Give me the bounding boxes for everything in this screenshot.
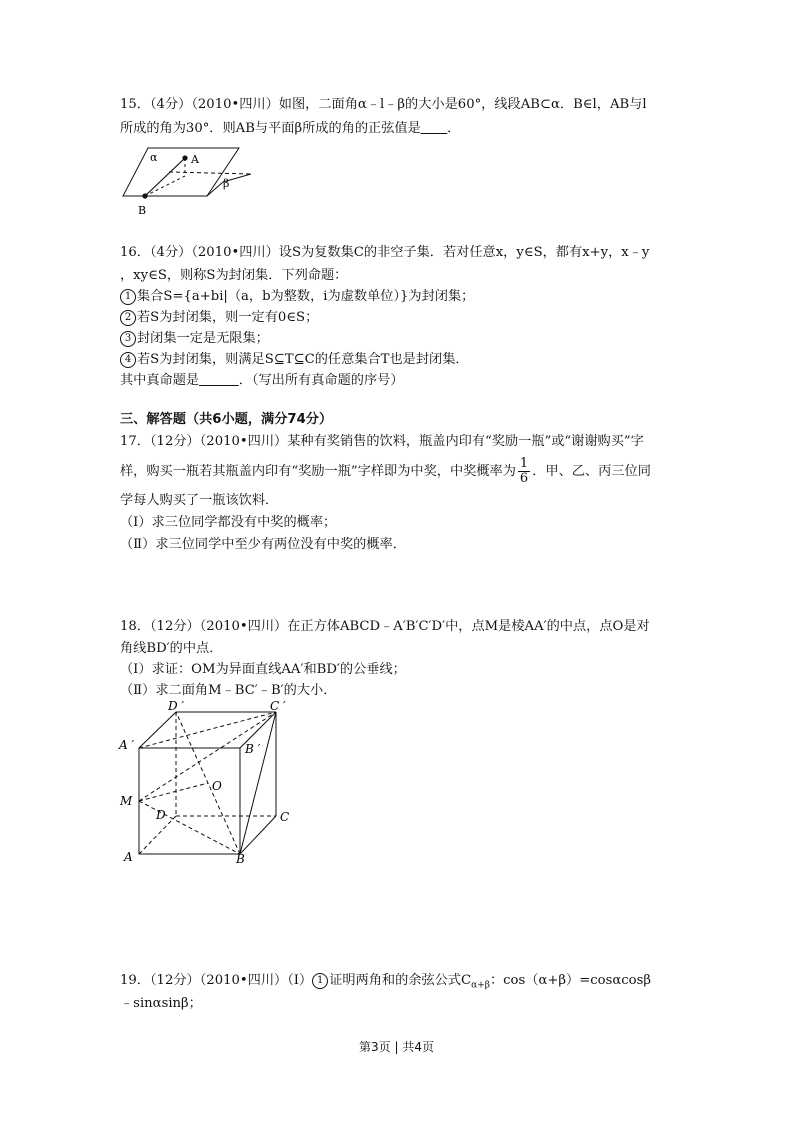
label-o: O xyxy=(212,779,222,793)
cube-edge xyxy=(240,816,276,854)
plane-alpha xyxy=(123,148,239,196)
circled-number: 1 xyxy=(312,973,328,989)
q15-period: ． xyxy=(447,121,461,136)
q17-line2 xyxy=(120,457,651,486)
q16-answer-text: 其中真命题是 xyxy=(120,373,200,388)
q16-item-4 xyxy=(120,350,469,370)
q16-item-text: 若S为封闭集，则一定有0∈S； xyxy=(137,310,319,325)
q17-line1: 17．（12分）（2010•四川）某种有奖销售的饮料，瓶盖内印有“奖励一瓶”或“谢谢购买”字 xyxy=(120,434,644,449)
label-b: B xyxy=(138,204,147,217)
label-m: M xyxy=(120,794,133,808)
q16-item-2 xyxy=(120,308,318,328)
plane-beta-edge xyxy=(169,172,251,174)
projection-line xyxy=(145,176,185,196)
q15-answer-blank: ＿＿ xyxy=(420,121,448,136)
point-a xyxy=(182,155,187,160)
fraction-numerator: 1 xyxy=(519,456,529,471)
q19-subscript: α+β xyxy=(471,980,490,991)
label-b: B xyxy=(236,852,245,866)
label-a: A xyxy=(124,850,133,864)
q17-text: ．甲、乙、丙三位同 xyxy=(532,464,651,479)
segment-m-to-c1 xyxy=(139,712,276,801)
q16-answer-line xyxy=(120,371,404,391)
q19-line2: ﹣sinαsinβ； xyxy=(120,996,202,1011)
fraction-one-sixth xyxy=(518,457,530,486)
circled-number: 2 xyxy=(120,310,136,326)
q16-item-text: 若S为封闭集，则满足S⊆T⊆C的任意集合T也是封闭集． xyxy=(137,352,469,367)
q16-answer-blank: ＿＿＿ xyxy=(199,373,239,388)
label-b1: B ′ xyxy=(245,742,261,756)
q18-part1: （Ⅰ）求证：OM为异面直线AA′和BD′的公垂线； xyxy=(120,662,406,677)
q15-line1: 15．（4分）（2010•四川）如图，二面角α﹣l﹣β的大小是60°，线段AB⊂α．B∈l，AB与l xyxy=(120,97,647,112)
label-c: C xyxy=(280,810,290,824)
label-c1: C ′ xyxy=(270,699,286,713)
q16-item-text: 集合S={a+bi|（a，b为整数，i为虚数单位）}为封闭集； xyxy=(137,289,475,304)
segment-bm xyxy=(139,801,240,854)
label-a1: A ′ xyxy=(119,738,135,752)
segment-om xyxy=(139,783,208,801)
q18-cube-figure xyxy=(112,698,302,868)
q15-text: 所成的角为30°．则AB与平面β所成的角的正弦值是 xyxy=(120,121,421,136)
diagonal-bc1 xyxy=(240,712,276,854)
section-heading: 三、解答题（共6小题，满分74分） xyxy=(120,412,333,427)
label-d1: D ′ xyxy=(168,699,185,713)
label-a: A xyxy=(191,153,199,166)
q16-item-1 xyxy=(120,287,474,307)
q16-item-text: 封闭集一定是无限集； xyxy=(137,331,269,346)
q18-line1: 18．（12分）（2010•四川）在正方体ABCD﹣A′B′C′D′中，点M是棱AA′的中点，点O是对 xyxy=(120,619,650,634)
q19-text: 19．（12分）（2010•四川）（Ⅰ） xyxy=(120,973,313,988)
q18-part2: （Ⅱ）求二面角M﹣BC′﹣B′的大小． xyxy=(120,683,337,698)
q15-line2 xyxy=(120,119,460,139)
q16-item-3 xyxy=(120,329,269,349)
q15-figure xyxy=(115,142,265,220)
q18-line2: 角线BD′的中点． xyxy=(120,641,223,656)
q17-text: 样，购买一瓶若其瓶盖内印有“奖励一瓶”字样即为中奖，中奖概率为 xyxy=(120,464,516,479)
q17-part2: （Ⅱ）求三位同学中至少有两位没有中奖的概率． xyxy=(120,537,406,552)
circled-number: 3 xyxy=(120,331,136,347)
circled-number: 4 xyxy=(120,352,136,368)
page-footer: 第3页 | 共4页 xyxy=(359,1040,434,1054)
circled-number: 1 xyxy=(120,289,136,305)
q17-line3: 学每人购买了一瓶该饮料． xyxy=(120,493,279,508)
q16-line1: 16．（4分）（2010•四川）设S为复数集C的非空子集．若对任意x，y∈S，都有x+y，x﹣y xyxy=(120,245,650,260)
label-beta: β xyxy=(223,177,230,190)
q16-answer-note: ．（写出所有真命题的序号） xyxy=(238,373,404,388)
q19-text: 证明两角和的余弦公式C xyxy=(329,973,472,988)
point-b xyxy=(142,193,147,198)
q16-line2: ，xy∈S，则称S为封闭集．下列命题： xyxy=(120,268,348,283)
cube-edge xyxy=(139,712,176,748)
label-d: D xyxy=(156,808,166,822)
fraction-denominator: 6 xyxy=(519,471,529,486)
q19-text: ：cos（α+β）=cosαcosβ xyxy=(489,973,651,988)
q17-part1: （Ⅰ）求三位同学都没有中奖的概率； xyxy=(120,515,337,530)
label-alpha: α xyxy=(150,151,158,164)
q19-line1 xyxy=(120,971,651,996)
